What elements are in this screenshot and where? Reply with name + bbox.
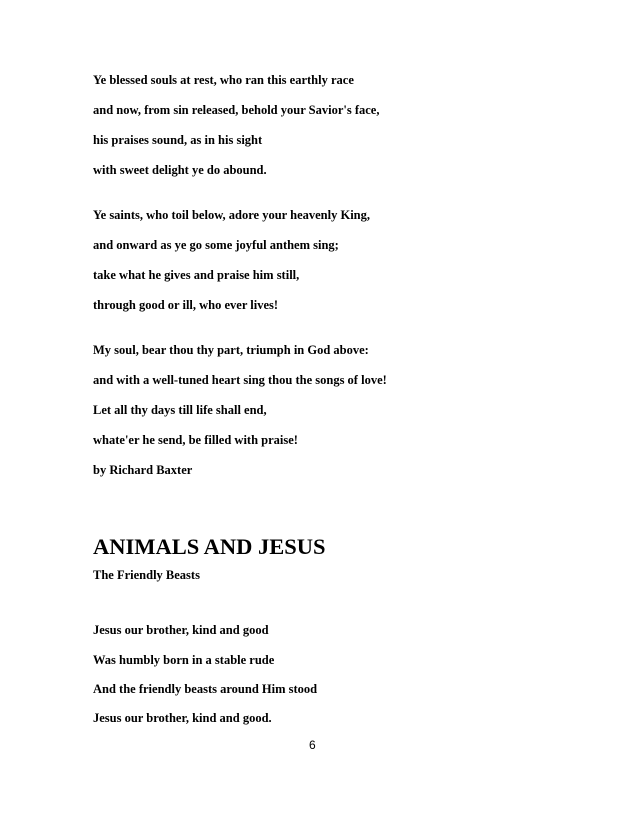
poem-line: My soul, bear thou thy part, triumph in God above:: [93, 343, 369, 357]
poem-line: Let all thy days till life shall end,: [93, 403, 267, 417]
poem-line: his praises sound, as in his sight: [93, 133, 263, 147]
poem-line: and onward as ye go some joyful anthem sing;: [93, 238, 339, 252]
poem-line: whate'er he send, be filled with praise!: [93, 433, 298, 447]
poem-attribution: by Richard Baxter: [93, 463, 193, 477]
poem-line: Ye saints, who toil below, adore your heavenly King,: [93, 208, 370, 222]
poem-line: and with a well-tuned heart sing thou the songs of love!: [93, 373, 387, 387]
poem-line: take what he gives and praise him still,: [93, 268, 300, 282]
poem-line: Jesus our brother, kind and good: [93, 623, 269, 637]
poem-line: Ye blessed souls at rest, who ran this earthly race: [93, 73, 354, 87]
poem-line: and now, from sin released, behold your Savior's face,: [93, 103, 380, 117]
poem-line: And the friendly beasts around Him stood: [93, 682, 318, 696]
poem-line: Jesus our brother, kind and good.: [93, 711, 272, 725]
poem-line: through good or ill, who ever lives!: [93, 298, 279, 312]
section-heading: ANIMALS AND JESUS: [93, 534, 326, 559]
page-number: 6: [309, 738, 316, 752]
poem-subtitle: The Friendly Beasts: [93, 568, 200, 582]
poem-line: with sweet delight ye do abound.: [93, 163, 267, 177]
poem-line: Was humbly born in a stable rude: [93, 653, 275, 667]
